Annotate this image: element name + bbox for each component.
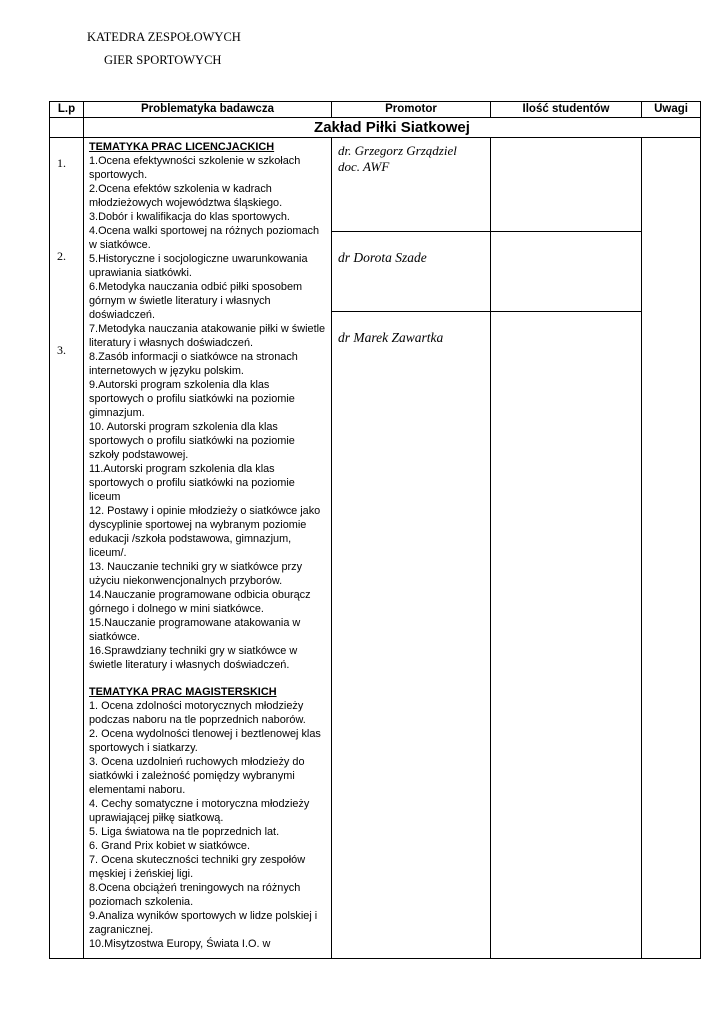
department-title-line2: GIER SPORTOWYCH <box>104 53 222 67</box>
magisterskie-topic-item: 7. Ocena skuteczności techniki gry zespołów męskiej i żeńskiej ligi. <box>89 854 306 880</box>
promotor-1-name: dr. Grzegorz Grządziel <box>338 143 457 158</box>
licencjackie-topic-item: 5.Historyczne i socjologiczne uwarunkowania uprawiania siatkówki. <box>89 253 308 279</box>
promotor-1-title: doc. AWF <box>338 159 390 174</box>
promotor-3 <box>332 312 490 346</box>
promotor-2-name: dr Dorota Szade <box>338 250 427 265</box>
magisterskie-topic-item: 5. Liga światowa na tle poprzednich lat. <box>89 826 280 838</box>
remarks-cell <box>642 138 701 959</box>
licencjackie-topic-item: 11.Autorski program szkolenia dla klas sportowych o profilu siatkówki na poziomie liceum <box>89 463 295 503</box>
promotor-2 <box>332 232 490 312</box>
licencjackie-topic-item: 6.Metodyka nauczania odbić piłki sposobem górnym w świetle literatury i własnych doświadczeń. <box>89 281 303 321</box>
section-row <box>50 118 701 138</box>
licencjackie-topic-item: 14.Nauczanie programowane odbicia oburącz górnego i dolnego w mini siatkówce. <box>89 589 311 615</box>
student-count-segment-2 <box>491 232 641 312</box>
licencjackie-topic-item: 12. Postawy i opinie młodzieży o siatkówce jako dyscyplinie sportowej na wybranym poziomie edukacji /szkoła podstawowa, gimnazjum, liceum/. <box>89 505 321 559</box>
magisterskie-topic-item: 2. Ocena wydolności tlenowej i beztlenowej klas sportowych i siatkarzy. <box>89 728 321 754</box>
promotor-cell <box>332 138 491 959</box>
student-count-segment-1 <box>491 138 641 232</box>
table-header-row <box>50 102 701 118</box>
licencjackie-heading: TEMATYKA PRAC LICENCJACKICH <box>89 141 275 153</box>
magisterskie-topic-item: 4. Cechy somatyczne i motoryczna młodzieży uprawiającej piłkę siatkową. <box>89 798 310 824</box>
section-lp-empty <box>50 118 84 138</box>
magisterskie-topic-item: 10.Misytzostwa Europy, Świata I.O. w <box>89 938 271 950</box>
licencjackie-topic-item: 16.Sprawdziany techniki gry w siatkówce w świetle literatury i własnych doświadczeń. <box>89 645 298 671</box>
licencjackie-topic-list <box>89 154 327 672</box>
magisterskie-topic-item: 6. Grand Prix kobiet w siatkówce. <box>89 840 251 852</box>
lp-number-3: 3. <box>57 343 66 357</box>
section-title: Zakład Piłki Siatkowej <box>84 118 701 138</box>
licencjackie-topic-item: 13. Nauczanie techniki gry w siatkówce przy użyciu niekonwencjonalnych przyborów. <box>89 561 303 587</box>
magisterskie-topic-item: 9.Analiza wyników sportowych w lidze polskiej i zagranicznej. <box>89 910 318 936</box>
column-header-lp: L.p <box>50 102 84 118</box>
magisterskie-topic-item: 8.Ocena obciążeń treningowych na różnych poziomach szkolenia. <box>89 882 301 908</box>
licencjackie-topic-item: 4.Ocena walki sportowej na różnych poziomach w siatkówce. <box>89 225 320 251</box>
lp-number-1: 1. <box>57 156 66 170</box>
licencjackie-topic-item: 15.Nauczanie programowane atakowania w siatkówce. <box>89 617 301 643</box>
lp-cell <box>50 138 84 959</box>
topics-cell <box>84 138 332 959</box>
promotor-3-name: dr Marek Zawartka <box>338 330 444 345</box>
licencjackie-topic-item: 9.Autorski program szkolenia dla klas sportowych o profilu siatkówki na poziomie gimnazjum. <box>89 379 295 419</box>
column-header-promotor: Promotor <box>332 102 491 118</box>
licencjackie-topic-item: 3.Dobór i kwalifikacja do klas sportowych. <box>89 211 290 223</box>
licencjackie-topic-item: 2.Ocena efektów szkolenia w kadrach młodzieżowych województwa śląskiego. <box>89 183 283 209</box>
lp-number-2: 2. <box>57 249 66 263</box>
licencjackie-topic-item: 10. Autorski program szkolenia dla klas sportowych o profilu siatkówki na poziomie szkoły podstawowej. <box>89 421 295 461</box>
magisterskie-topic-list <box>89 699 327 951</box>
promotor-1 <box>332 138 490 232</box>
licencjackie-topic-item: 8.Zasób informacji o siatkówce na stronach internetowych w języku polskim. <box>89 351 298 377</box>
department-title-line1: KATEDRA ZESPOŁOWYCH <box>87 30 241 44</box>
licencjackie-topic-item: 7.Metodyka nauczania atakowanie piłki w świetle literatury i własnych doświadczeń. <box>89 323 326 349</box>
magisterskie-topic-item: 1. Ocena zdolności motorycznych młodzieży podczas naboru na tle poprzednich naborów. <box>89 700 306 726</box>
thesis-topics-table <box>49 101 701 959</box>
magisterskie-heading: TEMATYKA PRAC MAGISTERSKICH <box>89 686 277 698</box>
licencjackie-topic-item: 1.Ocena efektywności szkolenie w szkołach sportowych. <box>89 155 301 181</box>
magisterskie-topic-item: 3. Ocena uzdolnień ruchowych młodzieży do siatkówki i zależność pomiędzy wybranymi elementami naboru. <box>89 756 305 796</box>
column-header-topics: Problematyka badawcza <box>84 102 332 118</box>
table-row <box>50 138 701 959</box>
student-count-cell <box>491 138 642 959</box>
column-header-student-count: Ilość studentów <box>491 102 642 118</box>
column-header-remarks: Uwagi <box>642 102 701 118</box>
